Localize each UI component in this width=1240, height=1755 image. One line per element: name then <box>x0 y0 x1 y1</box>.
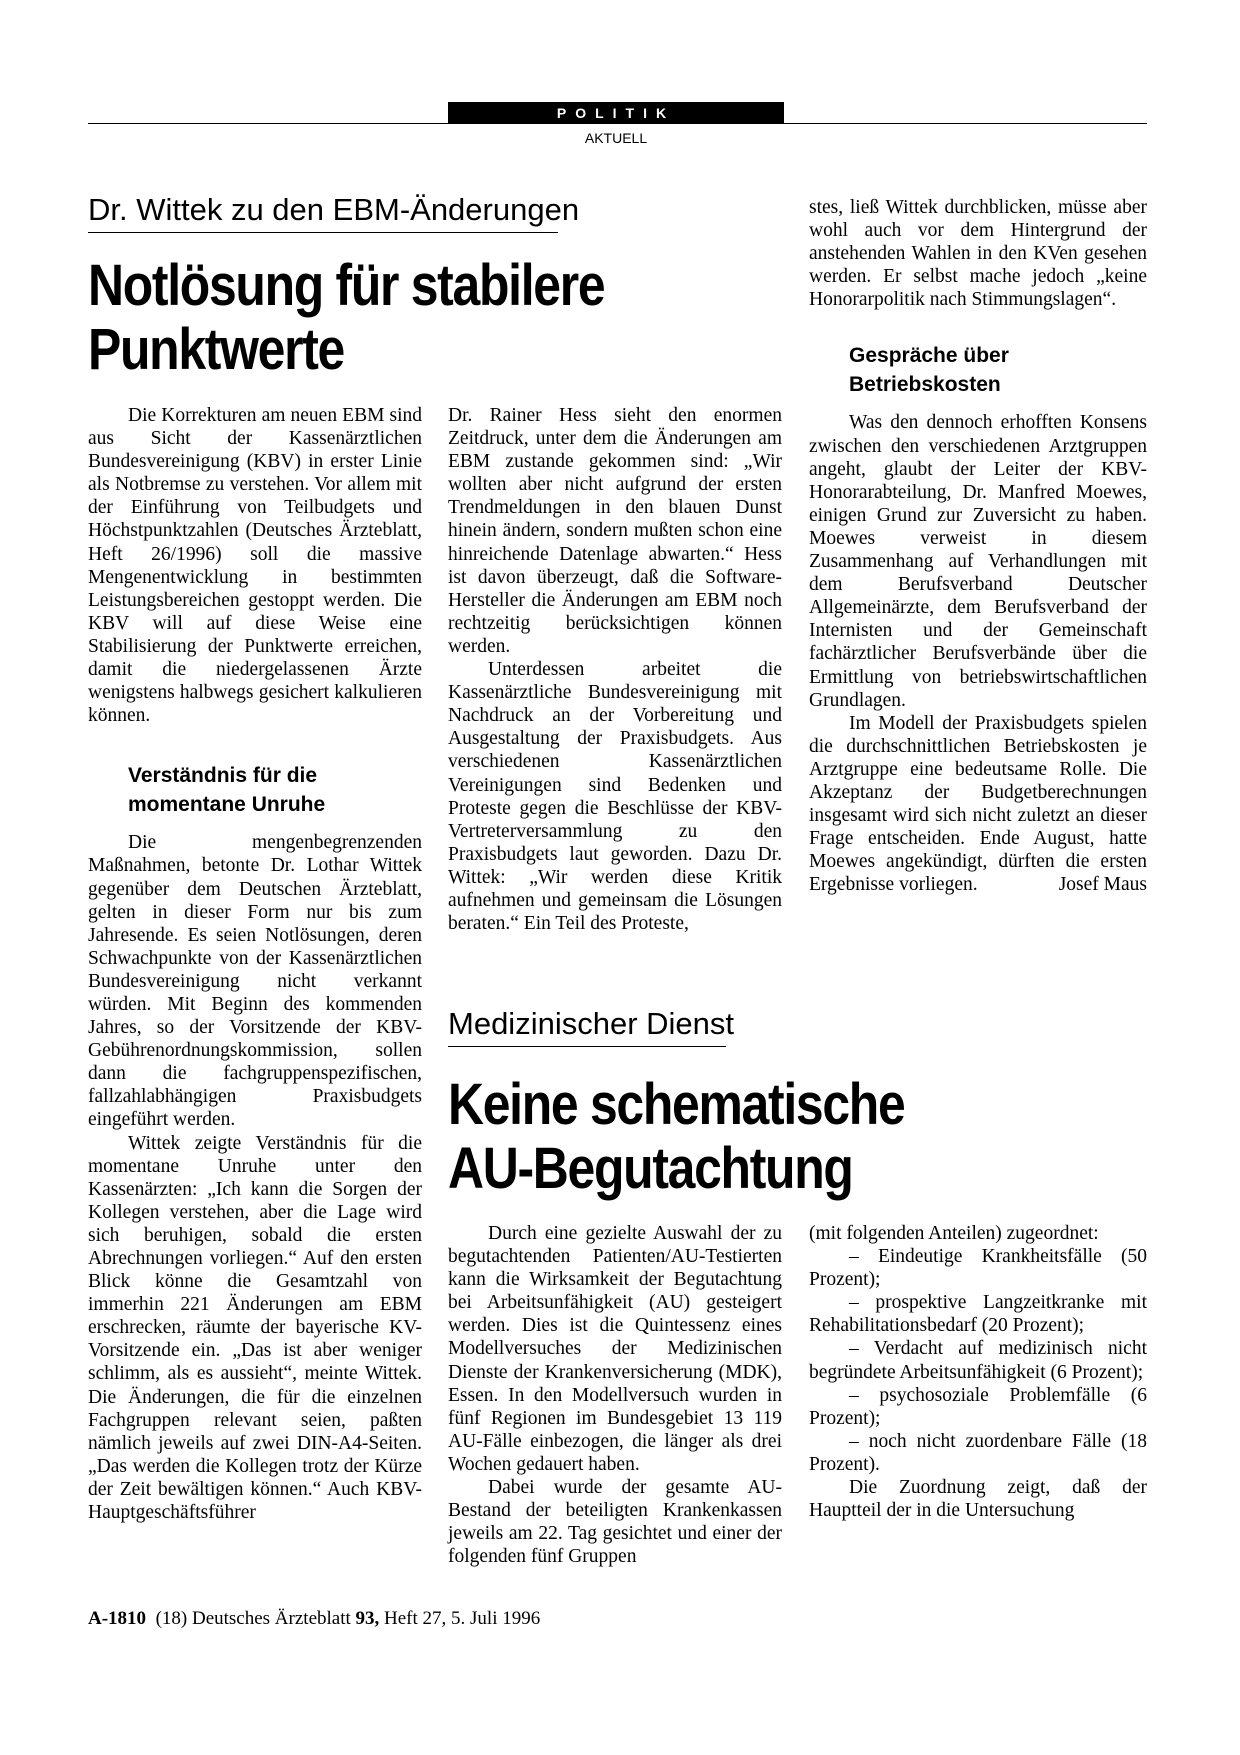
article2-paragraph: Die Zuordnung zeigt, daß der Hauptteil der in die Untersuchung <box>809 1477 1147 1522</box>
page-number: A-1810 <box>88 1608 147 1629</box>
article1-paragraph: Wittek zeigte Verständnis für die momentane Unruhe unter den Kassenärzten: „Ich kann die Sorgen der Kollegen verstehen, aber die Lage wird sich beruhigen, sobald die ersten Abrechnungen vorliegen.“ Auf den ersten Blick könne die Gesamtzahl von immerhin 221 Änderungen am EBM erschrecken, räumte der bayerische KV-Vorsitzende ein. „Das ist aber weniger schlimm, als es aussieht“, meinte Wittek. Die Änderungen, die für die einzelnen Fachgruppen relevant seien, paßten nämlich jeweils auf zwei DIN-A4-Seiten. „Das werden die Kollegen trotz der Kürze der Zeit bewältigen können.“ Auch KBV-Hauptgeschäftsführer <box>88 1132 422 1524</box>
list-item: – psychosoziale Problemfälle (6 Prozent); <box>809 1384 1147 1429</box>
list-item: – Eindeutige Krankheitsfälle (50 Prozent); <box>809 1246 1147 1291</box>
article1-paragraph: stes, ließ Wittek durchblicken, müsse aber wohl auch vor dem Hintergrund der anstehenden Wahlen in den KVen gesehen werden. Er selbst mache jedoch „keine Honorarpolitik nach Stimmungslagen“. <box>809 197 1147 311</box>
article2-kicker: Medizinischer Dienst <box>448 1004 726 1047</box>
footer-journal: (18) Deutsches Ärzteblatt <box>155 1608 351 1629</box>
au-category-list <box>809 1245 1147 1476</box>
article2-kicker-wrap <box>448 1004 734 1047</box>
article1-subhead-2 <box>849 341 1147 399</box>
list-item: – Verdacht auf medizinisch nicht begründete Arbeitsunfähigkeit (6 Prozent); <box>809 1338 1147 1383</box>
list-item: – noch nicht zuordenbare Fälle (18 Prozent). <box>809 1430 1147 1475</box>
article1-paragraph: Unterdessen arbeitet die Kassenärztliche Bundesvereinigung mit Nachdruck an der Vorbereitung und Ausgestaltung der Praxisbudgets. Aus verschiedenen Kassenärztlichen Vereinigungen sind Bedenken und Proteste gegen die Beschlüsse der KBV-Vertreterversammlung zu den Praxisbudgets laut geworden. Dazu Dr. Wittek: „Wir werden diese Kritik aufnehmen und gemeinsam die Lösungen beraten.“ Ein Teil des Proteste, <box>448 659 782 935</box>
article1-paragraph: Was den dennoch erhofften Konsens zwischen den verschiedenen Arztgruppen angeht, glaubt der Leiter der KBV-Honorarabteilung, Dr. Manfred Moewes, einigen Grund zur Zuversicht zu haben. Moewes verweist in diesem Zusammenhang auf Verhandlungen mit dem Berufsverband Deutscher Allgemeinärzte, dem Berufsverband der Internisten und der Gemeinschaft fachärztlicher Berufsverbände über die Ermittlung von betriebswirtschaftlichen Grundlagen. <box>809 412 1147 711</box>
subhead-line: Verständnis für die <box>128 764 318 788</box>
footer-volume: 93, <box>355 1608 380 1629</box>
article1-headline-line2: Punktwerte <box>88 317 344 382</box>
article1-paragraph-text: Im Modell der Praxisbudgets spielen die durchschnittlichen Betriebskosten je Arztgruppe eine bedeutsame Rolle. Die Akzeptanz der Budgetberechnungen insgesamt wird sich nicht zuletzt an dieser Frage entscheiden. Ende August, hatte Moewes angekündigt, dürften die ersten Ergebnisse vorliegen. <box>809 712 1147 896</box>
article1-paragraph: Die Korrekturen am neuen EBM sind aus Sicht der Kassenärztlichen Bundesvereinigung (KBV) in erster Linie als Notbremse zu verstehen. Vor allem mit der Einführung von Teilbudgets und Höchstpunktzahlen (Deutsches Ärzteblatt, Heft 26/1996) soll die massive Mengenentwicklung in bestimmten Leistungsbereichen gestoppt werden. Die KBV will auf diese Weise eine Stabilisierung der Punktwerte erreichen, damit die niedergelassenen Ärzte wenigstens halbwegs gesichert kalkulieren können. <box>88 405 422 727</box>
article1-kicker-wrap <box>88 190 580 233</box>
list-item: – prospektive Langzeitkranke mit Rehabilitationsbedarf (20 Prozent); <box>809 1292 1147 1337</box>
article1-column-3 <box>809 196 1147 896</box>
subhead-line: Gespräche über <box>849 344 1009 368</box>
article2-headline-line2: AU-Begutachtung <box>448 1136 853 1201</box>
article2-headline-line1: Keine schematische <box>448 1072 905 1137</box>
article1-column-2 <box>448 404 782 935</box>
article1-paragraph <box>809 712 1147 897</box>
article1-paragraph: Dr. Rainer Hess sieht den enormen Zeitdruck, unter dem die Änderungen am EBM zustande gekommen sind: „Wir wollten aber nicht aufgrund der ersten Trendmeldungen in den blauen Dunst hinein ändern, sondern mußten schon eine hinreichende Datenlage abwarten.“ Hess ist davon überzeugt, daß die Software-Hersteller die Änderungen am EBM noch rechtzeitig berücksichtigen können werden. <box>448 405 782 657</box>
article2-paragraph: Durch eine gezielte Auswahl der zu begutachtenden Patienten/AU-Testierten kann die Wirksamkeit der Begutachtung bei Arbeitsunfähigkeit (AU) gesteigert werden. Dies ist die Quintessenz eines Modellversuches der Medizinischen Dienste der Krankenversicherung (MDK), Essen. In den Modellversuch wurden in fünf Regionen im Bundesgebiet 13 119 AU-Fälle einbezogen, die länger als drei Wochen gedauert haben. <box>448 1223 782 1475</box>
article2-headline <box>448 1073 1148 1201</box>
article2-column-3 <box>809 1222 1147 1522</box>
article2-paragraph: (mit folgenden Anteilen) zugeordnet: <box>809 1223 1099 1244</box>
article1-subhead-1 <box>128 761 422 819</box>
footer-issue: Heft 27, 5. Juli 1996 <box>384 1608 541 1629</box>
subhead-line: momentane Unruhe <box>128 793 326 817</box>
article1-headline <box>88 254 788 382</box>
article1-headline-line1: Notlösung für stabilere <box>88 253 605 318</box>
header-rule <box>88 123 1147 124</box>
subsection-label: AKTUELL <box>584 130 648 146</box>
article1-kicker: Dr. Wittek zu den EBM-Änderungen <box>88 190 558 233</box>
article1-paragraph: Die mengenbegrenzenden Maßnahmen, betonte Dr. Lothar Wittek gegenüber dem Deutschen Ärzteblatt, gelten in dieser Form nur bis zum Jahresende. Es seien Notlösungen, deren Schwachpunkte von der Kassenärztlichen Bundesvereinigung nicht verkannt würden. Mit Beginn des kommenden Jahres, so der Vorsitzende der KBV-Gebührenordnungskommission, sollen dann die fachgruppenspezifischen, fallzahlabhängigen Praxisbudgets eingeführt werden. <box>88 832 422 1131</box>
section-label: POLITIK <box>448 102 784 124</box>
article1-column-1 <box>88 404 422 1524</box>
subhead-line: Betriebskosten <box>849 373 1001 397</box>
author-byline: Josef Maus <box>1058 874 1147 896</box>
article2-paragraph: Dabei wurde der gesamte AU-Bestand der beteiligten Krankenkassen jeweils am 22. Tag gesichtet und einer der folgenden fünf Gruppen <box>448 1477 782 1568</box>
article2-column-2 <box>448 1222 782 1568</box>
page-footer <box>88 1608 540 1630</box>
